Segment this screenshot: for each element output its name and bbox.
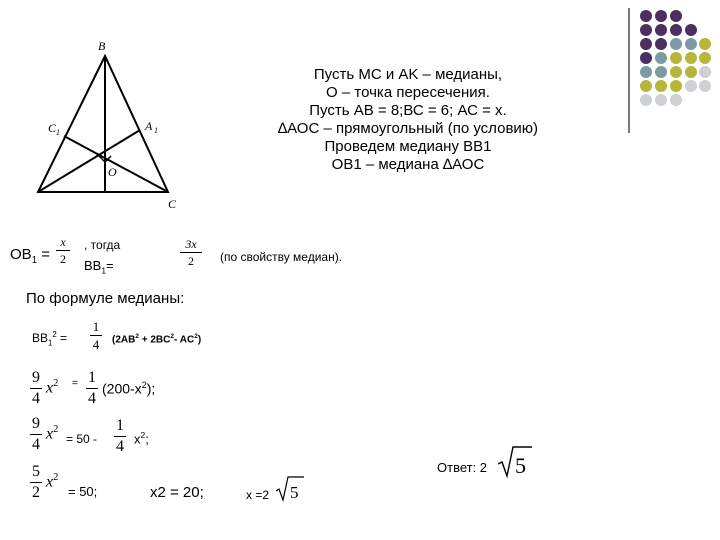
median-formula-bb: BB <box>32 331 49 345</box>
eq2-rhs2 <box>134 430 149 446</box>
ob1-frac-den: 2 <box>60 252 66 266</box>
dot-purple <box>670 10 682 22</box>
formula-heading: По формуле медианы: <box>26 290 185 307</box>
dot-purple <box>640 52 652 64</box>
dot-olive <box>685 66 697 78</box>
eq1-num: 9 <box>32 369 40 386</box>
label-b: B <box>98 39 106 53</box>
dot-gray <box>640 66 652 78</box>
eq3-fraction <box>30 464 42 501</box>
dot-purple <box>640 38 652 50</box>
eq2-num: 9 <box>32 415 40 432</box>
eq1-rhs <box>102 380 155 397</box>
ob1-expression <box>10 246 50 266</box>
fraction-bar <box>30 482 42 483</box>
label-o: O <box>108 165 117 179</box>
median-formula-fraction <box>90 320 102 351</box>
median-formula-rhs <box>112 333 201 345</box>
eq1-sup: 2 <box>53 378 59 389</box>
answer-sqrt-sign <box>498 446 532 478</box>
dot-purple <box>685 24 697 36</box>
median-formula-sub: 1 <box>48 338 53 348</box>
fraction-bar <box>30 388 42 389</box>
dot-lightgray <box>670 94 682 106</box>
median-formula-lhs <box>32 330 67 347</box>
dot-olive <box>685 52 697 64</box>
fraction-bar <box>86 388 98 389</box>
eq2-num2: 1 <box>116 417 124 434</box>
eq3-xeq: x =2 <box>246 488 270 502</box>
intro-line-1: Пусть MC и AK – медианы, <box>313 66 503 83</box>
label-a1-sub: 1 <box>154 126 158 135</box>
eq2-sup: 2 <box>53 424 59 435</box>
eq1-den2: 4 <box>88 390 96 407</box>
ob1-sub: 1 <box>31 255 38 266</box>
label-c1-sub: 1 <box>56 128 60 137</box>
dot-lightgray <box>655 94 667 106</box>
triangle-figure <box>28 36 198 216</box>
median-property-note: (по свойству медиан). <box>220 250 343 264</box>
eq2-x: x <box>46 425 54 443</box>
intro-line-2: О – точка пересечения. <box>326 84 490 101</box>
eq2-den: 4 <box>32 436 40 453</box>
eq1-rhs-text: (200-x <box>102 380 142 397</box>
rhs-part-d: ) <box>197 334 202 346</box>
fraction-bar <box>30 434 42 435</box>
dot-gray <box>685 38 697 50</box>
vertical-divider <box>628 8 630 133</box>
answer-label: Ответ: 2 <box>437 460 488 475</box>
dot-lightgray <box>699 80 711 92</box>
fraction-bar <box>180 252 202 253</box>
ob1-frac-num: x <box>60 235 66 249</box>
label-c: C <box>168 197 177 211</box>
label-a1: A <box>145 119 153 133</box>
dot-purple <box>655 10 667 22</box>
ob1-fraction <box>56 236 70 265</box>
answer-rad: 5 <box>515 453 526 478</box>
eq2-rhs2-sup: 2 <box>140 430 146 440</box>
intro-text <box>228 66 588 174</box>
rhs-part-b: + 2BC <box>138 334 171 346</box>
ob1-eq: = <box>37 246 51 263</box>
eq2-rhs2-end: ; <box>145 431 149 447</box>
fraction-bar <box>90 335 102 336</box>
bb1-eq: = <box>106 258 114 273</box>
eq1-rhs-end: ); <box>146 380 156 397</box>
rhs-part-a: (2AB <box>112 334 136 346</box>
dot-olive <box>670 80 682 92</box>
eq2-fraction-2 <box>114 418 126 455</box>
dot-purple <box>655 24 667 36</box>
intro-line-4: ∆АОС – прямоугольный (по условию) <box>277 120 539 137</box>
dot-purple <box>655 38 667 50</box>
rhs-part-c: - AC <box>174 334 195 346</box>
dot-olive <box>655 80 667 92</box>
dot-olive <box>699 52 711 64</box>
dot-olive <box>699 38 711 50</box>
bb1-frac-den: 2 <box>188 254 194 268</box>
dot-lightgray <box>640 94 652 106</box>
intro-line-3: Пусть АВ = 8;ВС = 6; АС = х. <box>309 102 507 119</box>
dot-lightgray <box>699 66 711 78</box>
eq3-x2: x2 = 20; <box>150 484 204 501</box>
eq2-rhs: = 50 - <box>66 432 98 446</box>
fraction-bar <box>114 436 126 437</box>
ob1-lhs: OB <box>10 246 32 263</box>
eq3-x: x <box>46 473 54 491</box>
eq1-den: 4 <box>32 390 40 407</box>
ob1-then: , тогда <box>84 238 121 252</box>
eq1-fraction-2 <box>86 370 98 407</box>
bb1-frac-num: 3x <box>185 237 197 251</box>
rhs-sup-1: 2 <box>135 333 139 340</box>
median-frac-den: 4 <box>92 337 100 352</box>
fraction-bar <box>56 250 70 251</box>
label-c1: C <box>48 121 57 135</box>
eq3-den: 2 <box>32 484 40 501</box>
bb1-fraction <box>180 238 202 267</box>
eq1-fraction <box>30 370 42 407</box>
median-formula-eq: = <box>56 331 68 345</box>
eq1-x: x <box>46 379 54 397</box>
intro-line-5: Проведем медиану ВВ1 <box>324 138 492 155</box>
dot-gray <box>655 52 667 64</box>
dot-olive <box>640 80 652 92</box>
eq3-num: 5 <box>32 463 40 480</box>
rhs-sup-3: 2 <box>194 333 198 340</box>
bb1-sub: 1 <box>101 265 107 276</box>
bb1-lhs: BB <box>84 258 102 273</box>
eq2-rhs2-x: x <box>134 431 141 447</box>
dot-gray <box>655 66 667 78</box>
dot-purple <box>640 24 652 36</box>
dot-gray <box>670 38 682 50</box>
rhs-sup-2: 2 <box>170 333 174 340</box>
eq1-num2: 1 <box>88 369 96 386</box>
eq3-rad: 5 <box>290 483 299 502</box>
eq1-rhs-sup: 2 <box>141 380 147 390</box>
eq1-eq: = <box>72 378 78 389</box>
dot-lightgray <box>685 80 697 92</box>
eq3-sqrt-sign <box>276 476 304 502</box>
intro-line-6: ОВ1 – медиана ∆АОС <box>331 156 485 173</box>
eq2-den2: 4 <box>116 438 124 455</box>
median-frac-num: 1 <box>92 319 100 334</box>
eq2-var <box>46 424 58 443</box>
eq3-var <box>46 472 58 491</box>
eq3-rhs: = 50; <box>68 484 98 499</box>
eq3-sup: 2 <box>53 472 59 483</box>
dot-olive <box>670 52 682 64</box>
median-formula-sup: 2 <box>52 330 57 339</box>
eq2-fraction <box>30 416 42 453</box>
dot-olive <box>670 66 682 78</box>
dot-purple <box>670 24 682 36</box>
dot-purple <box>640 10 652 22</box>
eq1-var <box>46 378 58 397</box>
bb1-expression <box>84 258 114 276</box>
